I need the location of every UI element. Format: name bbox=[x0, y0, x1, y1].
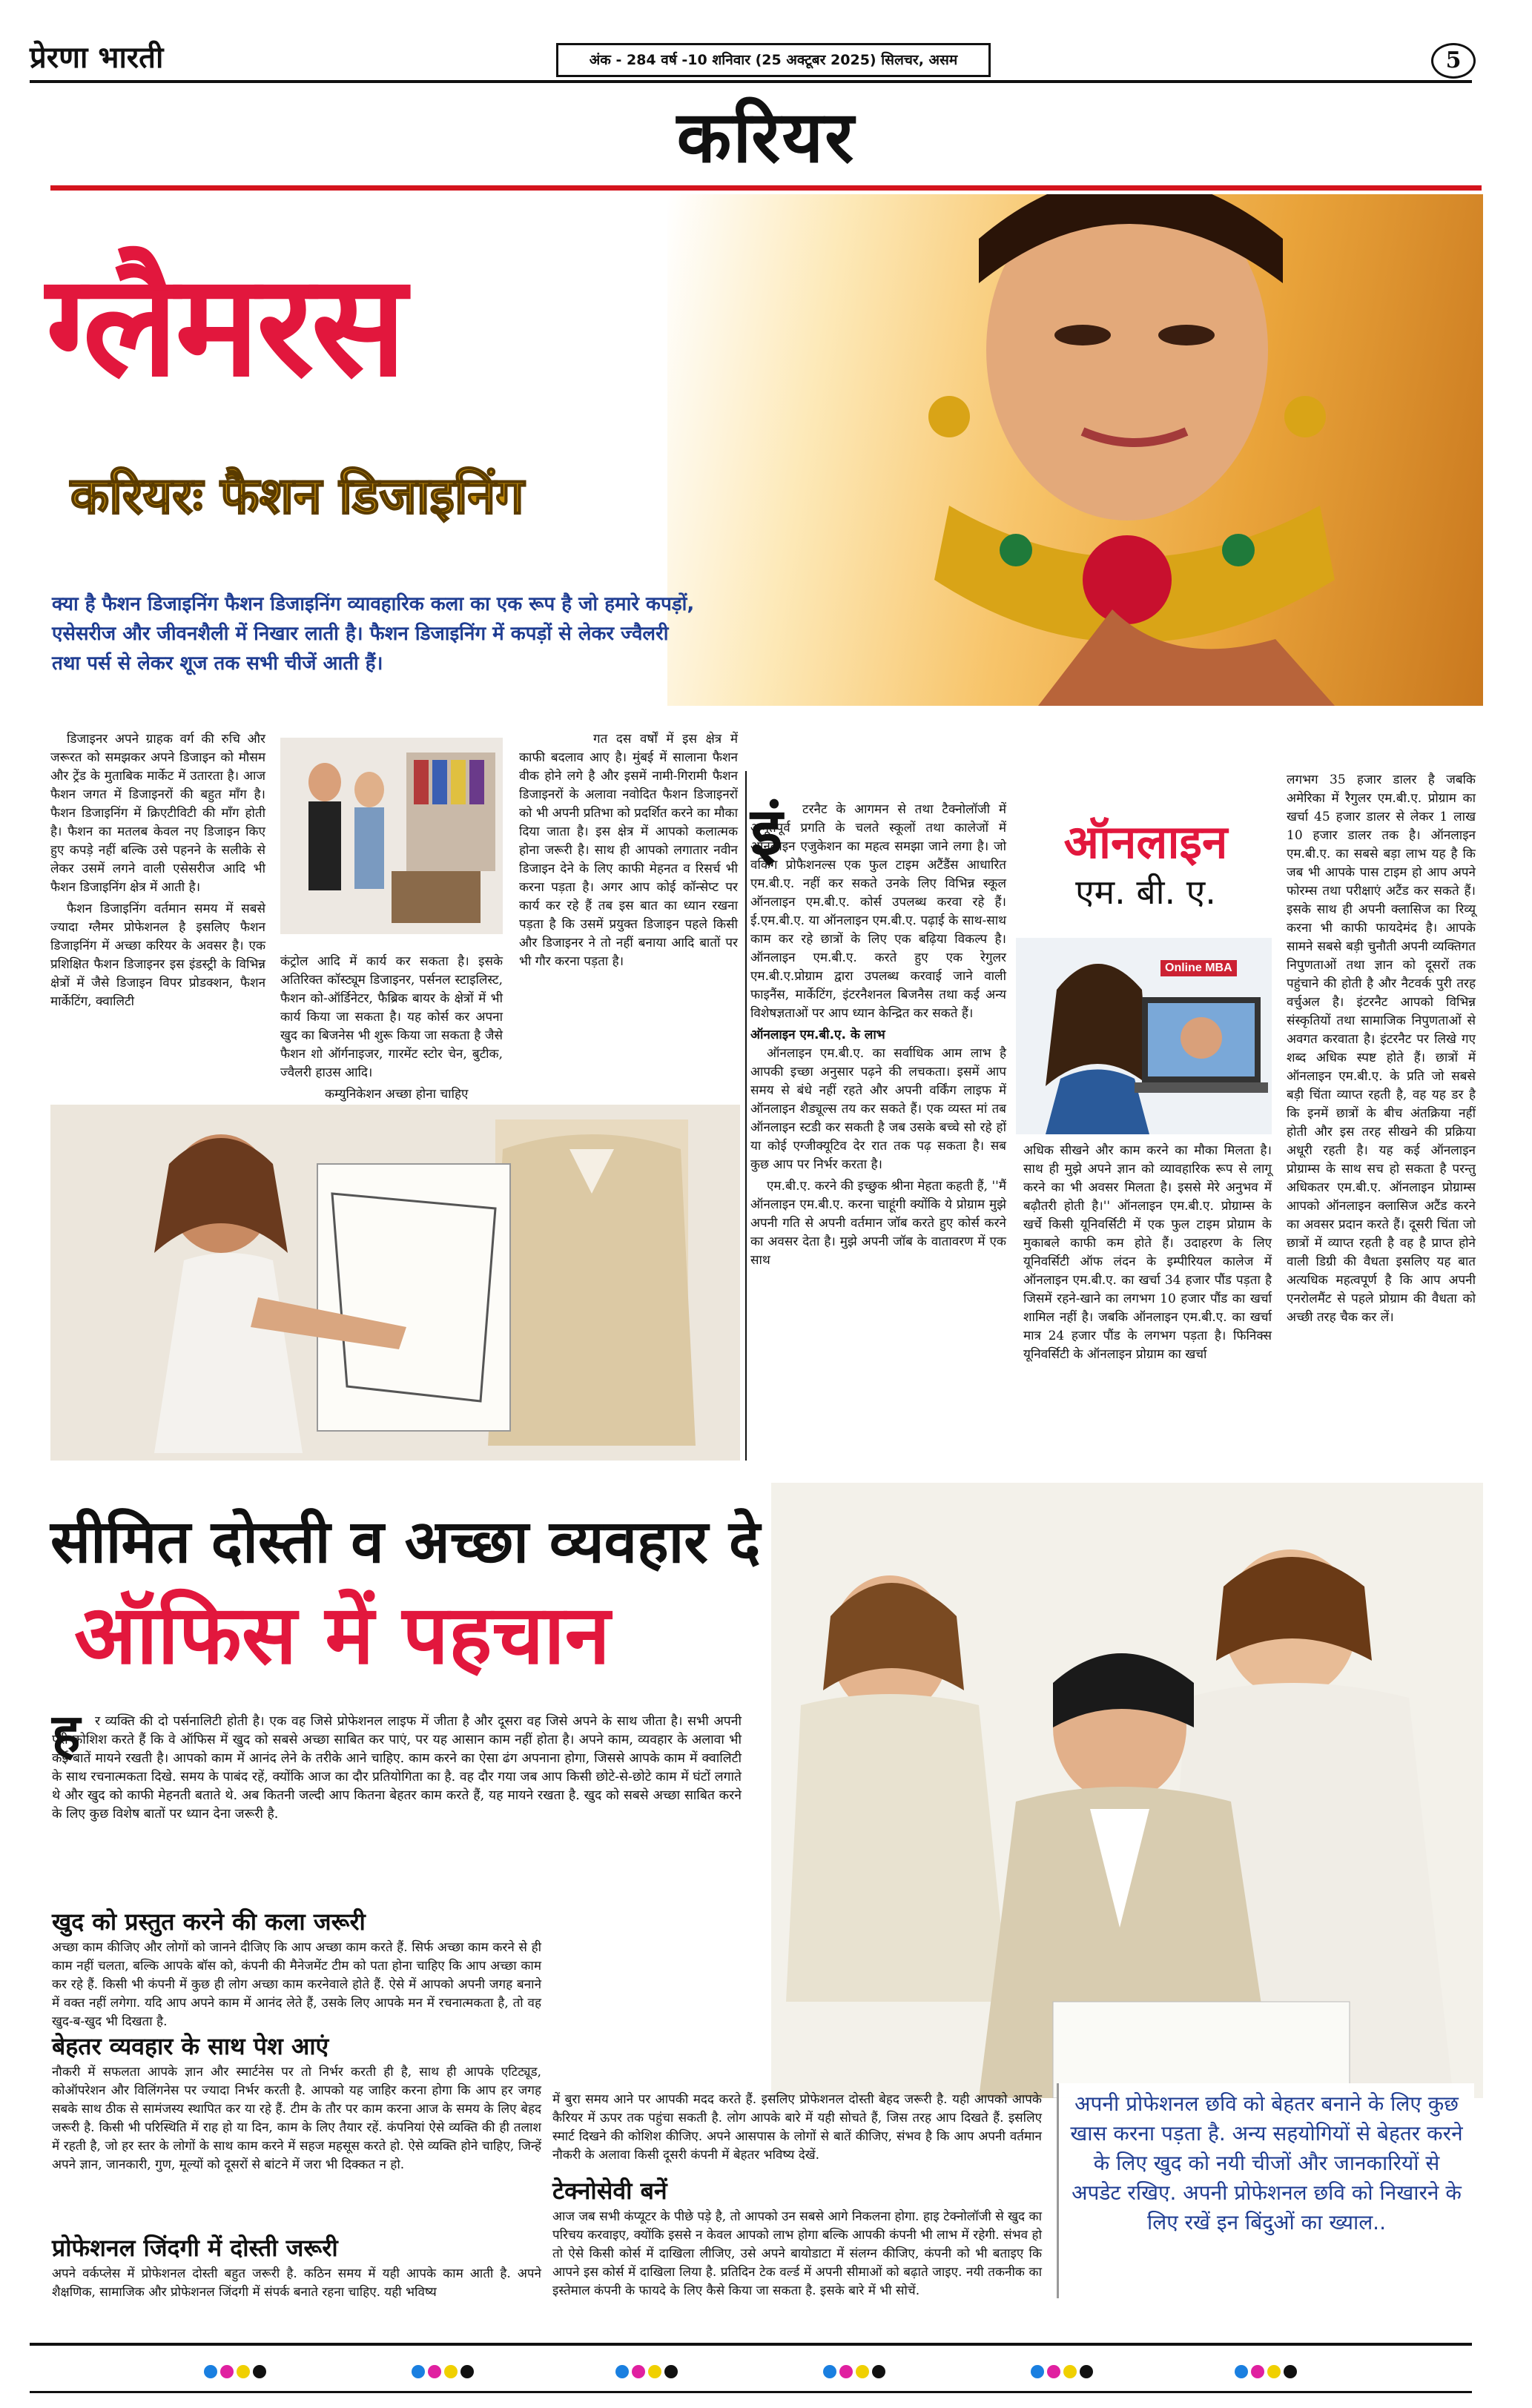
feature1-col2: कंट्रोल आदि में कार्य कर सकता है। इसके अतिरिक्त कॉस्ट्यूम डिजाइनर, पर्सनल स्टाइलिस्ट, फैशन को-ऑर्डिनेटर, फैब्रिक बायर के क्षेत्रों में भी कार्य किया जा सकता है। यह कोर्स कर अपना खुद का बिजनेस भी शुरू किया जा सकता है जैसे फैशन शो ऑर्गनाइजर, गारमेंट स्टोर चेन, बुटीक, ज्वैलरी हाउस आदि। कम्युनिकेशन अच्छा होना चाहिए bbox=[280, 954, 503, 1102]
feature2-col1: टरनैट के आगमन से तथा टैक्नोलॉजी में अभूतपूर्व प्रगति के चलते स्कूलों तथा कालेजों में ऑनलाइन एजुकेशन का महत्व समझा जाने लगा है। जो वर्किंग प्रोफैशनल्स एक फुल टाइम अटैंडैंस आधारित एम.बी.ए. नहीं कर सकते उनके लिए विभिन्न स्कूल ऑनलाइन एम.बी.ए. कोर्स उपलब्ध करवा रहे हैं। ई.एम.बी.ए. या ऑनलाइन एम.बी.ए. पढ़ाई के साथ-साथ काम कर रहे छात्रों के लिए एक बढ़िया विकल्प है। ऑनलाइन एम.बी.ए. करते हुए एक रेगुलर एम.बी.ए.प्रोग्राम द्वारा उपलब्ध करवाई जाने वाली फाइनैंस, मार्केटिंग, इंटरनैशनल बिजनैस तथा कई अन्य विशेषज्ञताओं पर आप ध्यान केन्द्रित कर सकते हैं। ऑनलाइन एम.बी.ए. के लाभ ऑनलाइन एम.बी.ए. का सर्वाधिक आम लाभ है आपकी इच्छा अनुसार पढ़ने की लचकता। इसमें आप समय से बंधे नहीं रहते और अपनी वर्किंग लाइफ में ऑनलाइन शैड्यूल्स तय कर सकते हैं। एक व्यस्त मां तब ऑनलाइन स्टडी कर सकती है जब उसके बच्चे सो रहे हों या कोई एग्जीक्यूटिव देर रात तक पढ़ सकता है। सब कुछ आप पर निर्भर करता है। एम.बी.ए. करने की इच्छुक श्रीना मेहता कहती हैं, ''मैं ऑनलाइन एम.बी.ए. करना चाहूंगी क्योंकि ये प्रोग्राम मुझे अपनी गति से अपनी वर्तमान जॉब करते हुए कोर्स करने का अवसर देता है। मुझे अपनी जॉब के वातावरण में एक साथ bbox=[750, 802, 1006, 1268]
feature2-col3: लगभग 35 हजार डालर है जबकि अमेरिका में रैगुलर एम.बी.ए. प्रोग्राम का खर्चा 45 हजार डालर से लेकर 1 लाख 10 हजार डालर तक है। ऑनलाइन एम.बी.ए. का सबसे बड़ा लाभ यह है कि जब भी आपके पास टाइम हो आप अपने फोरम्स तथा परीक्षाएं अटैंड कर सकते हैं। इसके साथ ही अपनी क्लासिज का रिव्यू करना भी काफी फायदेमंद है। आपके सामने सबसे बड़ी चुनौती अपनी व्यक्तिगत निपुणताओं तथा ज्ञान को दूसरों तक पहुंचाने की होती है और नैटवर्क पुरी तरह वर्चुअल है। इंटरनैट आपको विभिन्न संस्कृतियों तथा सामाजिक निपुणताओं से अवगत करवाता है। इंटरनैट पर लिखे गए शब्द अधिक स्पष्ट होते हैं। छात्रों में ऑनलाइन एम.बी.ए. के प्रति जो सबसे बड़ी चिंता व्याप्त रहती है, वह यह डर है कि इनमें छात्रों के बीच अंतक्रिया नहीं होती और इस तरह सीखने की प्रक्रिया अधूरी रहती है। यह कई ऑनलाइन प्रोग्राम्स के साथ सच हो सकता है परन्तु अधिकतर एम.बी.ए. ऑनलाइन प्रोग्राम्स आपको ऑनलाइन क्लासिज अटैंड करने का अवसर प्रदान करते हैं। दूसरी चिंता जो छात्रों में व्याप्त रहती है वह है प्राप्त होने वाली डिग्री की वैधता इसलिए यह बात अत्यधिक महत्वपूर्ण है कि आप अपनी एनरोलमैंट से पहले प्रोग्राम की वैधता को अच्छी तरह चैक कर लें। bbox=[1287, 773, 1476, 1325]
issue-info: अंक - 284 वर्ष -10 शनिवार (25 अक्टूबर 2025) सिलचर, असम bbox=[556, 43, 991, 77]
feature3-p4: में बुरा समय आने पर आपकी मदद करते हैं. इसलिए प्रोफेशनल दोस्ती बेहद जरूरी है. यही आपको आपके कैरियर में ऊपर तक पहुंचा सकती है. लोग आपके बारे में यही सोचते हैं, जिस तरह आप दिखते हैं. इसलिए स्मार्ट दिखने की कोशिश कीजिए. अपने आसपास के लोगों से बातें कीजिए, संभव है कि आप अपनी वर्तमान नौकरी के अलावा किसी दूसरी कंपनी में बेहतर भविष्य देखें. bbox=[552, 2092, 1042, 2163]
designer-photo bbox=[50, 1105, 740, 1461]
section-rule bbox=[50, 185, 1482, 191]
feature3-headline1: सीमित दोस्ती व अच्छा व्यवहार दे bbox=[50, 1507, 761, 1576]
office-photo bbox=[771, 1483, 1483, 2098]
registration-dots-1 bbox=[204, 2365, 269, 2378]
registration-dots-4 bbox=[823, 2365, 888, 2378]
registration-dots-3 bbox=[615, 2365, 681, 2378]
feature2-title: ऑनलाइन bbox=[1063, 815, 1228, 869]
feature1-col3: गत दस वर्षों में इस क्षेत्र में काफी बदलाव आए है। मुंबई में सालाना फैशन वीक होने लगे है और इसमें नामी-गिरामी फैशन डिजाइनरों के अलावा नवोदित फैशन डिजाइनरों को भी अपनी प्रतिभा को प्रदर्शित करने का मौका दिया जाता है। इस क्षेत्र में आपको कलात्मक होना जरूरी है। साथ ही आपको लगातार नवीन डिजाइन देने के लिए काफी मेहनत व रिसर्च भी करना पड़ता है। अगर आप कोई कॉन्सेप्ट पर कार्य कर रहे हैं तब इस बात का ध्यान रखना पड़ता है कि उसमें प्रयुक्त डिजाइन पहले किसी और डिजाइनर ने तो नहीं बनाया आदि बातों पर भी गौर करना पड़ता है। bbox=[519, 732, 738, 969]
feature3-h1: खुद को प्रस्तुत करने की कला जरूरी bbox=[52, 1908, 366, 1936]
feature1-subheadline: करियरः फैशन डिजाइनिंग bbox=[70, 467, 524, 526]
footer-rule bbox=[30, 2343, 1472, 2346]
feature3-p2: नौकरी में सफलता आपके ज्ञान और स्मार्टनेस पर तो निर्भर करती ही है, साथ ही आपके एटिट्यूड, कोऑपरेशन और विलिंगनेस पर ज्यादा निर्भर करती है. आपको यह जाहिर करना होगा कि आप हर जगह सबके साथ ठीक से सामंजस्य स्थापित कर या रहे हैं. टीम के तौर पर काम करना आज के समय के लिए बेहद जरूरी है. किसी भी परिस्थिति में राह हो या दिन, काम के लिए तैयार रहें. कंपनियां ऐसे व्यक्ति की ही तलाश में रहती है, जो हर स्तर के लोगों के साथ काम करने में सहज महसूस करते हो. ऐसे व्यक्ति होने चाहिए, जिन्हें अपने ज्ञान, जानकारी, गुण, मूल्यों को दूसरों से बांटने में जरा भी दिक्कत न हो. bbox=[52, 2065, 541, 2172]
feature3-p5: आज जब सभी कंप्यूटर के पीछे पड़े है, तो आपको उन सबसे आगे निकलना होगा. हाइ टेक्नोलॉजी से खुद का परिचय करवाइए, क्योंकि इससे न केवल आपको लाभ होगा बल्कि आपकी कंपनी भी लाभ में रहेगी. संभव हो तो ऐसे किसी कोर्स में दाखिला लीजिए, उसे अपने बायोडाटा में संलग्न कीजिए, कंपनी को भी बताइए कि आपने इस कोर्स में दाखिला लिया है. प्रतिदिन टेक वर्ल्ड में अपनी सीमाओं को बढ़ाते जाइए. नयी तकनीक का इस्तेमाल कंपनी के फायदे के लिए कैसे किया जा सकता है. इसके बारे में भी सोचें. bbox=[552, 2209, 1042, 2298]
feature2-subtitle: एम. बी. ए. bbox=[1075, 872, 1216, 912]
feature3-dropcap: ह bbox=[52, 1701, 81, 1764]
feature1-intro: क्या है फैशन डिजाइनिंग फैशन डिजाइनिंग व्यावहारिक कला का एक रूप है जो हमारे कपड़ों, एसेसरीज और जीवनशैली में निखार लाती है। फैशन डिजाइनिंग में कपड़ों से लेकर ज्वैलरी तथा पर्स से लेकर शूज तक सभी चीजें आती हैं। bbox=[52, 593, 695, 675]
feature3-p3: अपने वर्कप्लेस में प्रोफेशनल दोस्ती बहुत जरूरी है. कठिन समय में यही आपके काम आती है. अपने शैक्षणिक, सामाजिक और प्रोफेशनल जिंदगी में संपर्क बनाते रहना चाहिए. यही भविष्य bbox=[52, 2266, 541, 2300]
header-rule bbox=[30, 80, 1472, 83]
feature3-headline2: ऑफिस में पहचान bbox=[74, 1587, 610, 1682]
feature3-h3: प्रोफेशनल जिंदगी में दोस्ती जरूरी bbox=[52, 2234, 338, 2262]
registration-dots-2 bbox=[412, 2365, 477, 2378]
feature1-headline: ग्लैमरस bbox=[46, 244, 403, 408]
registration-dots-5 bbox=[1031, 2365, 1096, 2378]
feature3-h2: बेहतर व्यवहार के साथ पेश आएं bbox=[52, 2032, 329, 2060]
registration-dots-6 bbox=[1235, 2365, 1300, 2378]
feature3-p1: अच्छा काम कीजिए और लोगों को जानने दीजिए कि आप अच्छा काम करते हैं. सिर्फ अच्छा काम करने से ही काम नहीं चलता, बल्कि आपके बॉस को, कंपनी की मैनेजमेंट टीम को पता होना चाहिए कि आप अच्छा काम कर रहे हैं. किसी भी कंपनी में कुछ ही लोग अच्छा काम करनेवाले होते हैं. ऐसे में आपको अपनी जगह बनाने में वक्त नहीं लगेगा. यदि आप अपने काम में आनंद लेते हैं, उसके लिए आपके मन में रचनात्मकता है, तो वह खुद-ब-खुद भी दिखता है. bbox=[52, 1940, 541, 2029]
feature2-frame bbox=[745, 771, 747, 1461]
boutique-photo bbox=[280, 738, 503, 934]
feature3-intro: र व्यक्ति की दो पर्सनालिटी होती है। एक वह जिसे प्रोफेशनल लाइफ में जीता है और दूसरा वह जिसे अपने के साथ जीता है। सभी अपनी पूरी कोशिश करते हैं कि वे ऑफिस में खुद को सबसे अच्छा साबित कर पाएं, पर यह आसान काम नहीं होता है। अपने काम, व्यवहार के अलावा भी कई बातें मायने रखती है। आपको काम में आनंद लेने के तरीके आने चाहिए. काम करने का ऐसा ढंग अपनाना होगा, जिससे आपके काम में क्वालिटी के साथ रचनात्मकता दिखे. समय के पाबंद रहें, क्योंकि आज का दौर प्रतियोगिता का है. वह दौर गया जब आप किसी छोटे-से-छोटे काम में घंटों लगाते थे और खुद को काफी मेहनती बताते थे. अब कितनी जल्दी आप कितना बेहतर काम करते हैं, यह मायने रखता है. खुद को सबसे अच्छा साबित करने के लिए कुछ विशेष बातों पर ध्यान देना जरूरी है. bbox=[52, 1714, 742, 1822]
footer-rule-bottom bbox=[30, 2391, 1472, 2393]
online-mba-photo bbox=[1016, 938, 1272, 1134]
feature2-col2: अधिक सीखने और काम करने का मौका मिलता है। साथ ही मुझे अपने ज्ञान को व्यावहारिक रूप से लागू करने का भी अवसर मिलता है। इससे मेरे अनुभव में बढ़ौतरी होती है।'' ऑनलाइन एम.बी.ए. प्रोग्राम्स के खर्चे किसी यूनिवर्सिटी में एक फुल टाइम प्रोग्राम के मुकाबले काफी कम होते हैं। उदाहरण के लिए यूनिवर्सिटी ऑफ लंदन के इम्पीरियल कालेज में ऑनलाइन एम.बी.ए. का खर्चा 34 हजार पौंड पड़ता है जिसमें रहने-खाने का लगभग 10 हजार पौंड का खर्चा शामिल नहीं है। जबकि ऑनलाइन एम.बी.ए. का खर्चा मात्र 24 हजार पौंड के लगभग पड़ता है। फिनिक्स यूनिवर्सिटी के ऑनलाइन प्रोग्राम का खर्चा bbox=[1023, 1143, 1272, 1362]
feature1-col1: डिजाइनर अपने ग्राहक वर्ग की रुचि और जरूरत को समझकर अपने डिजाइन को मौसम और ट्रेंड के मुताबिक मार्केट में उतारता है। आज फैशन जगत में डिजाइनरों की बहुत माँग है। फैशन डिजाइनिंग में क्रिएटीविटी की माँग होती है। फैशन का मतलब केवल नए डिजाइन किए हुए कपड़े नहीं बल्कि उसे पहनने के सलीके से लेकर उसमें लगने वाली एसेसरीज आदि भी फैशन डिजाइनिंग क्षेत्र में आती है। फैशन डिजाइनिंग वर्तमान समय में सबसे ज्यादा ग्लैमर प्रोफेशनल है इसलिए फैशन डिजाइनिंग में अच्छा करियर के अवसर है। एक प्रशिक्षित फैशन डिजाइनर इस इंडस्ट्री के विभिन्न क्षेत्रों में जैसे डिजाइन विपर प्रोडक्शन, फैशन मार्केटिंग, क्वालिटी bbox=[50, 732, 265, 1009]
masthead-logo: प्रेरणा भारती bbox=[30, 40, 164, 75]
pullquote-text: अपनी प्रोफेशनल छवि को बेहतर बनाने के लिए कुछ खास करना पड़ता है. अन्य सहयोगियों से बेहतर करने के लिए खुद को नयी चीजों और जानकारियों से अपडेट रखिए. अपनी प्रोफेशनल छवि को निखारने के लिए रखें इन बिंदुओं का ख्याल.. bbox=[1070, 2091, 1463, 2235]
section-title: करियर bbox=[676, 95, 856, 179]
online-mba-label: Online MBA bbox=[1160, 960, 1237, 976]
bride-photo bbox=[667, 194, 1483, 706]
page-number: 5 bbox=[1431, 43, 1476, 79]
feature3-h4: टेक्नोसेवी बनें bbox=[552, 2177, 667, 2205]
feature2-dropcap: इं bbox=[750, 793, 783, 870]
feature2-subhead: ऑनलाइन एम.बी.ए. के लाभ bbox=[750, 1028, 885, 1042]
